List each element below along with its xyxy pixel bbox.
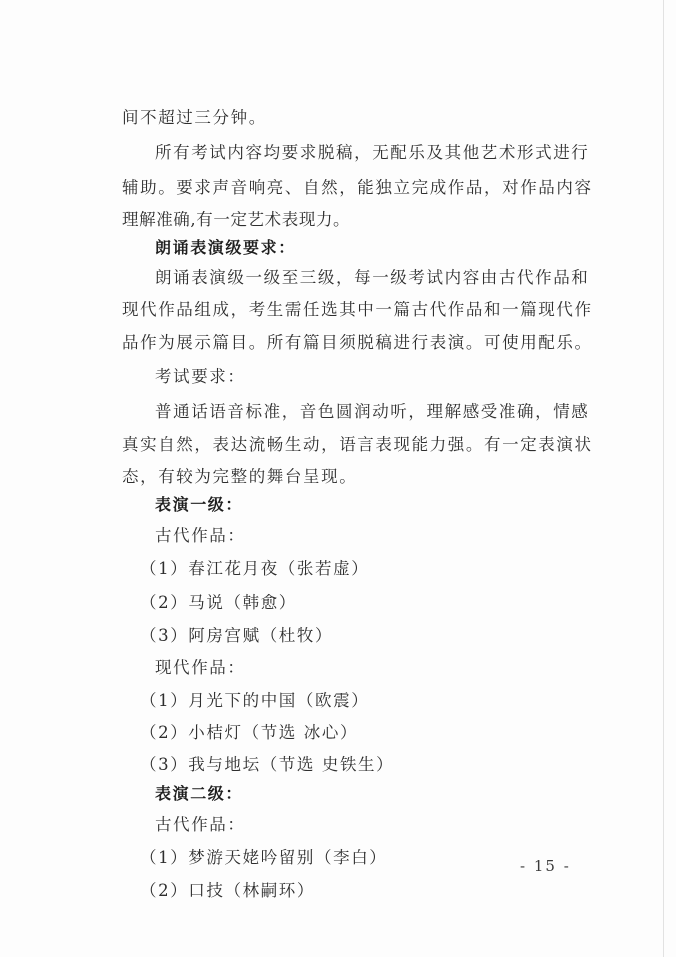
modern-works-label-1: 现代作品： (155, 658, 246, 677)
text-line-10: 普通话语音标准，音色圆润动听，理解感受准确，情感 (155, 402, 590, 421)
page-number: - 15 - (520, 857, 571, 875)
ancient-works-label-1: 古代作品： (155, 526, 246, 545)
text-line-11: 真实自然，表达流畅生动，语言表现能力强。有一定表演状 (122, 435, 593, 454)
list-item: （2）小桔灯（节选 冰心） (140, 723, 359, 742)
exam-requirements-label: 考试要求： (155, 367, 246, 386)
list-item: （1）月光下的中国（欧震） (140, 691, 370, 710)
text-line-4: 理解准确,有一定艺术表现力。 (122, 210, 351, 229)
list-item: （3）阿房宫赋（杜牧） (140, 626, 334, 645)
level-two-heading: 表演二级： (155, 784, 244, 803)
text-line-6: 朗诵表演级一级至三级，每一级考试内容由古代作品和 (155, 268, 590, 287)
text-line-2: 所有考试内容均要求脱稿，无配乐及其他艺术形式进行 (155, 143, 590, 162)
section-heading-recitation: 朗诵表演级要求： (155, 238, 296, 257)
text-line-3: 辅助。要求声音响亮、自然，能独立完成作品，对作品内容 (122, 178, 593, 197)
text-line-1: 间不超过三分钟。 (122, 108, 267, 127)
list-item: （2）口技（林嗣环） (140, 881, 315, 900)
page-edge-divider (663, 0, 664, 957)
ancient-works-label-2: 古代作品： (155, 815, 246, 834)
text-line-12: 态，有较为完整的舞台呈现。 (122, 467, 358, 486)
text-line-7: 现代作品组成，考生需任选其中一篇古代作品和一篇现代作 (122, 300, 593, 319)
text-line-8: 品作为展示篇目。所有篇目须脱稿进行表演。可使用配乐。 (122, 333, 593, 352)
level-one-heading: 表演一级： (155, 495, 244, 514)
list-item: （2）马说（韩愈） (140, 593, 297, 612)
list-item: （3）我与地坛（节选 史铁生） (140, 755, 395, 774)
list-item: （1）梦游天姥吟留别（李白） (140, 848, 388, 867)
list-item: （1）春江花月夜（张若虚） (140, 559, 370, 578)
